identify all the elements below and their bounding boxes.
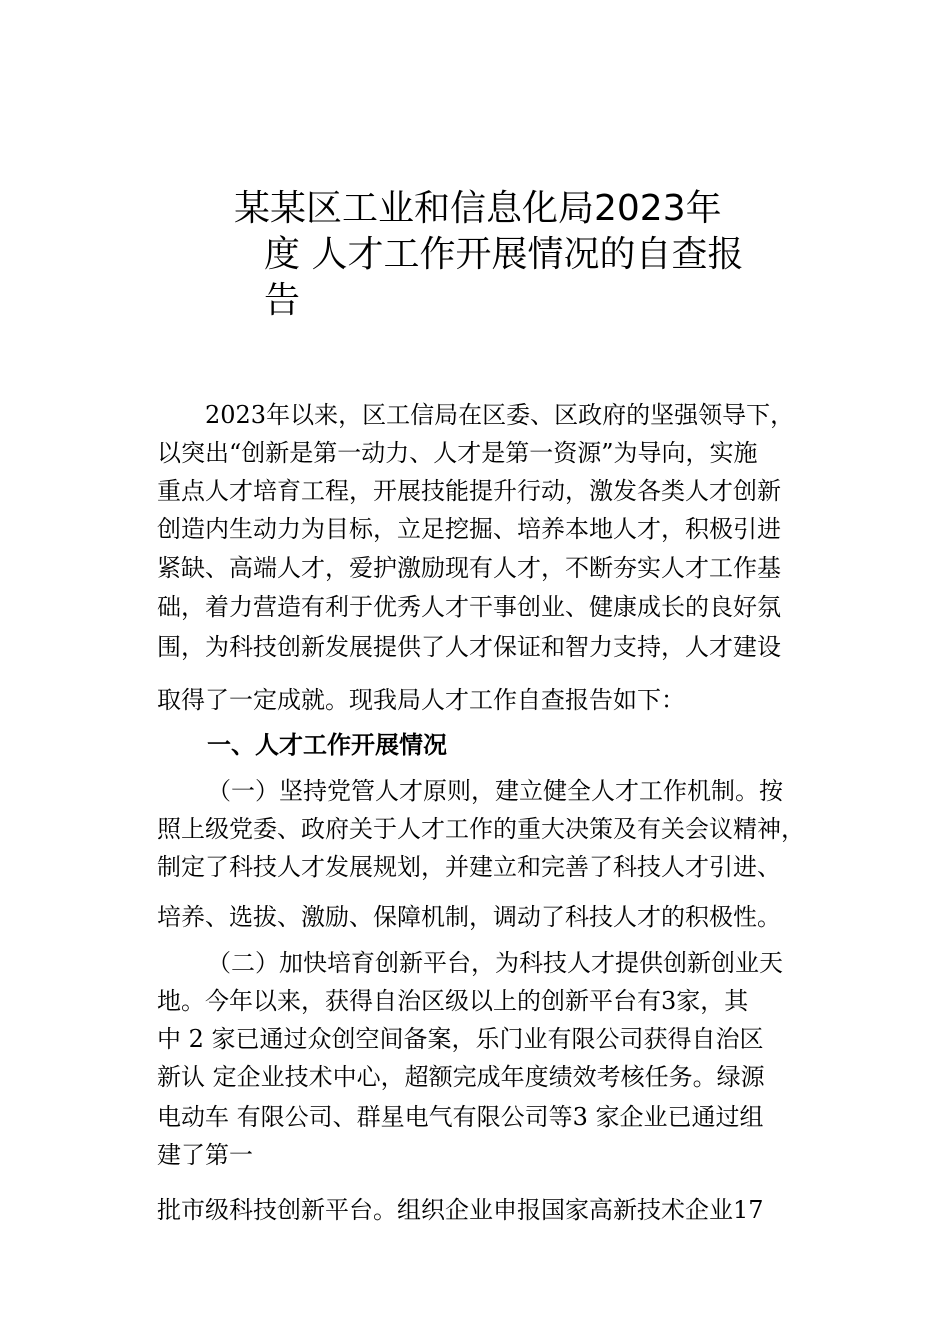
subsection2-line: 新认 定企业技术中心，超额完成年度绩效考核任务。绿源: [157, 1063, 765, 1091]
subsection1-line: （一）坚持党管人才原则，建立健全人才工作机制。按: [207, 777, 783, 805]
paragraph1-line: 创造内生动力为目标，立足挖掘、培养本地人才，积极引进: [157, 515, 781, 543]
paragraph1-line: 取得了一定成就。现我局人才工作自查报告如下：: [157, 686, 685, 714]
section-heading: 一、人才工作开展情况: [207, 731, 447, 759]
paragraph1-line: 以突出“创新是第一动力、人才是第一资源”为导向，实施: [157, 439, 758, 467]
subsection2-line: 批市级科技创新平台。组织企业申报国家高新技术企业17: [157, 1196, 764, 1224]
subsection2-line: 建了第一: [157, 1141, 253, 1169]
document-title: [234, 186, 754, 324]
subsection2-line: （二）加快培育创新平台，为科技人才提供创新创业天: [207, 949, 783, 977]
subsection2-line: 电动车 有限公司、群星电气有限公司等3 家企业已通过组: [157, 1103, 764, 1131]
subsection2-line: 地。今年以来，获得自治区级以上的创新平台有3家，其: [157, 987, 749, 1015]
title-line-3: 告: [264, 280, 301, 321]
paragraph1-line: 2023年以来，区工信局在区委、区政府的坚强领导下，: [205, 401, 795, 429]
title-line-2: 度 人才工作开展情况的自查报: [264, 234, 744, 275]
paragraph1-line: 紧缺、高端人才，爱护激励现有人才，不断夯实人才工作基: [157, 554, 781, 582]
paragraph1-line: 围，为科技创新发展提供了人才保证和智力支持，人才建设: [157, 633, 781, 661]
subsection2-line: 中 2 家已通过众创空间备案，乐门业有限公司获得自治区: [157, 1025, 764, 1053]
paragraph1-line: 础，着力营造有利于优秀人才干事创业、健康成长的良好氛: [157, 593, 781, 621]
paragraph1-line: 重点人才培育工程，开展技能提升行动，激发各类人才创新: [157, 477, 781, 505]
subsection1-line: 培养、选拔、激励、保障机制，调动了科技人才的积极性。: [157, 903, 781, 931]
title-line-1: 某某区工业和信息化局2023年: [234, 188, 722, 229]
subsection1-line: 照上级党委、政府关于人才工作的重大决策及有关会议精神，: [157, 815, 805, 843]
subsection1-line: 制定了科技人才发展规划，并建立和完善了科技人才引进、: [157, 853, 781, 881]
